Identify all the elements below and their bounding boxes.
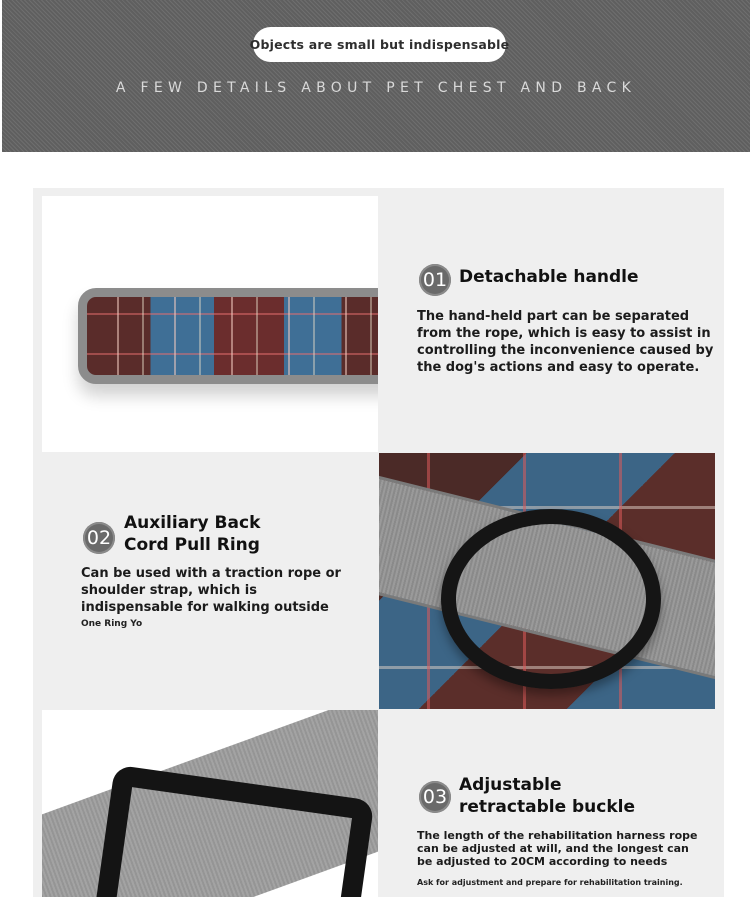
feature-note: One Ring Yo (81, 619, 143, 629)
feature-title: Detachable handle (459, 267, 639, 287)
feature-description: The length of the rehabilitation harness rope can be adjusted at will, and the longest can be adjusted to 20CM according to needs (417, 829, 698, 868)
feature-number-badge: 03 (419, 781, 451, 813)
feature-note: Ask for adjustment and prepare for rehabilitation training. (417, 878, 683, 887)
feature-title (124, 512, 344, 556)
feature-panel (33, 188, 724, 897)
feature-title-line: Cord Pull Ring (124, 535, 260, 555)
header-banner (2, 0, 750, 152)
feature-title-line: retractable buckle (459, 797, 636, 817)
feature-number-badge: 01 (419, 264, 451, 296)
feature-title-line: Adjustable (459, 775, 562, 795)
feature-description: Can be used with a traction rope or shoulder strap, which is indispensable for walking outside (81, 566, 341, 615)
feature-description: The hand-held part can be separated from the rope, which is easy to assist in controlling the inconvenience caused by the dog's actions and easy to operate. (417, 309, 714, 375)
handle-image (42, 196, 378, 452)
feature-title-line: Auxiliary Back (124, 513, 261, 533)
feature-title (459, 774, 719, 818)
plaid-handle (78, 288, 378, 384)
d-ring (441, 509, 661, 689)
buckle-image (42, 710, 378, 897)
pull-ring-image (379, 453, 715, 709)
tagline-pill (249, 27, 510, 62)
tagline-text: Objects are small but indispensable (249, 37, 510, 52)
feature-number-badge: 02 (83, 522, 115, 554)
banner-subtitle: A FEW DETAILS ABOUT PET CHEST AND BACK (115, 80, 637, 96)
